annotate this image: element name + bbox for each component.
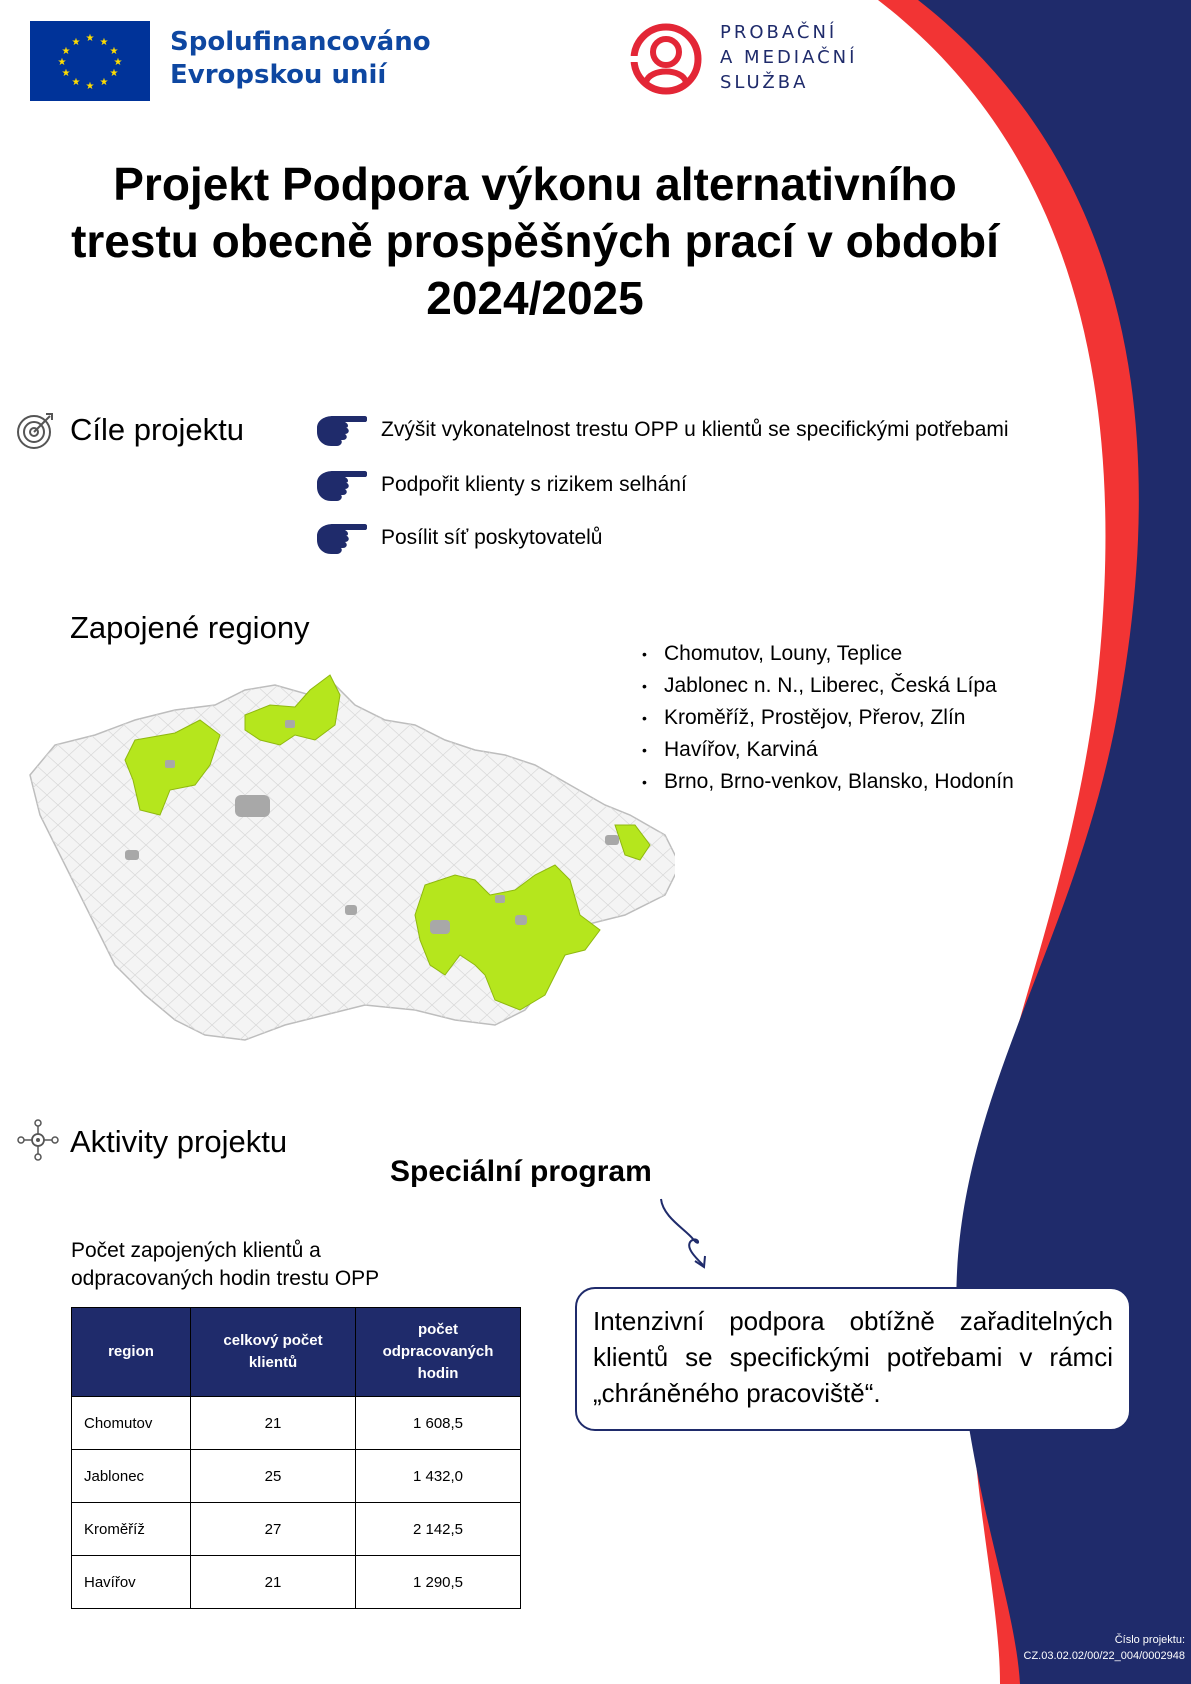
project-number-value: CZ.03.02.02/00/22_004/0002948 — [1023, 1650, 1185, 1662]
table-row — [72, 1556, 521, 1609]
eu-flag-logo — [30, 21, 150, 101]
table-cell-region: Chomutov — [72, 1397, 191, 1450]
table-row — [72, 1503, 521, 1556]
city-spot — [605, 835, 619, 845]
special-program-box: Intenzivní podpora obtížně zařaditelných klientů se specifickými potřebami v rámci „chráněného pracoviště“. — [575, 1287, 1131, 1431]
eu-text-line2: Evropskou unií — [170, 60, 387, 90]
network-people-icon — [16, 1118, 60, 1162]
page-title — [0, 156, 1070, 327]
pms-text-line1: PROBAČNÍ — [720, 22, 838, 43]
clients-hours-table — [71, 1307, 521, 1609]
pms-name-text — [720, 20, 857, 95]
svg-text:★: ★ — [71, 77, 81, 88]
city-spot — [165, 760, 175, 768]
svg-text:★: ★ — [113, 57, 123, 68]
table-cell-hours: 1 290,5 — [356, 1556, 521, 1609]
city-spot — [235, 795, 270, 817]
regions-list — [640, 638, 1014, 798]
city-spot — [345, 905, 357, 915]
table-cell-hours: 2 142,5 — [356, 1503, 521, 1556]
city-spot — [285, 720, 295, 728]
svg-text:★: ★ — [99, 77, 109, 88]
title-line3: 2024/2025 — [426, 272, 644, 324]
table-caption — [71, 1237, 379, 1293]
svg-text:★: ★ — [109, 46, 119, 57]
goal-item — [315, 518, 815, 558]
city-spot — [495, 895, 505, 903]
goal-text-3: Posílit síť poskytovatelů — [381, 526, 603, 549]
city-spot — [515, 915, 527, 925]
table-cell-region: Havířov — [72, 1556, 191, 1609]
city-spot — [430, 920, 450, 934]
activities-heading: Aktivity projektu — [70, 1124, 288, 1159]
title-line1: Projekt Podpora výkonu alternativního — [113, 158, 957, 210]
table-cell-clients: 21 — [191, 1397, 356, 1450]
table-cell-region: Jablonec — [72, 1450, 191, 1503]
region-list-item: • Havířov, Karviná — [640, 734, 1014, 766]
eu-text-line1: Spolufinancováno — [170, 27, 431, 57]
table-header-clients: celkový počet klientů — [191, 1308, 356, 1397]
title-line2: trestu obecně prospěšných prací v období — [71, 215, 999, 267]
regions-heading: Zapojené regiony — [70, 610, 310, 645]
pms-text-line3: SLUŽBA — [720, 72, 809, 93]
czech-map — [25, 665, 675, 1045]
pms-text-line2: A MEDIAČNÍ — [720, 47, 858, 68]
svg-text:★: ★ — [109, 68, 119, 79]
table-row — [72, 1450, 521, 1503]
table-cell-clients: 25 — [191, 1450, 356, 1503]
table-header-hours: počet odpracovaných hodin — [356, 1308, 521, 1397]
table-cell-hours: 1 432,0 — [356, 1450, 521, 1503]
pointing-hand-icon — [315, 518, 367, 558]
goal-text-2: Podpořit klienty s rizikem selhání — [381, 473, 687, 496]
table-cell-hours: 1 608,5 — [356, 1397, 521, 1450]
pointing-hand-icon — [315, 410, 367, 450]
city-spot — [125, 850, 139, 860]
project-number — [1024, 1632, 1185, 1664]
region-list-item: • Kroměříž, Prostějov, Přerov, Zlín — [640, 702, 1014, 734]
table-cell-clients: 21 — [191, 1556, 356, 1609]
svg-text:★: ★ — [61, 46, 71, 57]
goal-item — [315, 410, 1115, 450]
svg-text:★: ★ — [99, 37, 109, 48]
svg-text:★: ★ — [85, 81, 95, 92]
svg-text:★: ★ — [85, 33, 95, 44]
svg-text:★: ★ — [57, 57, 67, 68]
svg-text:★: ★ — [61, 68, 71, 79]
special-program-title: Speciální program — [390, 1155, 652, 1188]
table-cell-region: Kroměříž — [72, 1503, 191, 1556]
region-list-item: • Jablonec n. N., Liberec, Česká Lípa — [640, 670, 1014, 702]
goal-text-1: Zvýšit vykonatelnost trestu OPP u klientů se specifickými potřebami — [381, 418, 1009, 441]
pointing-hand-icon — [315, 465, 367, 505]
svg-text:★: ★ — [71, 37, 81, 48]
project-number-label: Číslo projektu: — [1114, 1634, 1185, 1646]
table-row — [72, 1397, 521, 1450]
goals-heading: Cíle projektu — [70, 412, 245, 447]
curved-arrow-icon — [655, 1195, 715, 1270]
goal-item — [315, 465, 815, 505]
table-cell-clients: 27 — [191, 1503, 356, 1556]
eu-cofinancing-text — [170, 26, 431, 92]
region-list-item: • Chomutov, Louny, Teplice — [640, 638, 1014, 670]
target-icon — [16, 410, 56, 450]
table-caption-line2: odpracovaných hodin trestu OPP — [71, 1267, 380, 1290]
region-list-item: • Brno, Brno-venkov, Blansko, Hodonín — [640, 766, 1014, 798]
table-header-region: region — [72, 1308, 191, 1397]
pms-logo-icon — [628, 16, 704, 102]
table-caption-line1: Počet zapojených klientů a — [71, 1239, 321, 1262]
